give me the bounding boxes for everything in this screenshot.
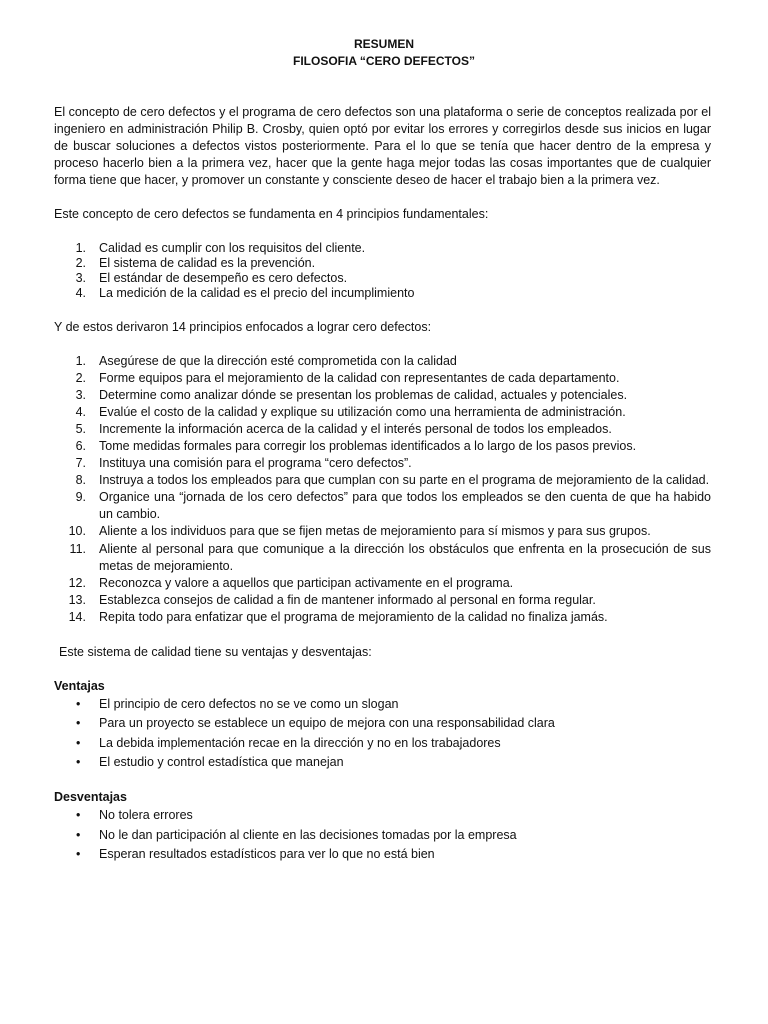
list-item-number: 9.	[75, 490, 86, 504]
bullet-icon: •	[76, 716, 81, 730]
disadvantages-heading: Desventajas	[54, 790, 127, 804]
list-item-text: Organice una “jornada de los cero defectos” para que todos los empleados se den cuenta de que ha habido	[99, 490, 711, 504]
list-item-number: 14.	[68, 610, 86, 624]
list-item-number: 1.	[75, 241, 86, 255]
list-item-number: 4.	[75, 405, 86, 419]
list-item-text: Reconozca y valore a aquellos que participan activamente en el programa.	[99, 576, 514, 590]
list-item-text: Repita todo para enfatizar que el programa de mejoramiento de la calidad no finaliza jamás.	[99, 610, 608, 624]
bullet-icon: •	[76, 808, 81, 822]
list-item-text: El estándar de desempeño es cero defectos.	[99, 271, 348, 285]
list-item-number: 8.	[75, 473, 86, 487]
intro-line: forma tiene que hacer, y promover un constante y consciente deseo de hacer el trabajo bien a la primera vez.	[54, 173, 660, 187]
list-item-number: 3.	[75, 388, 86, 402]
principles-intro: Este concepto de cero defectos se fundamenta en 4 principios fundamentales:	[54, 207, 489, 221]
list-item-number: 11.	[69, 542, 86, 556]
list-item-text: Calidad es cumplir con los requisitos del cliente.	[99, 241, 366, 255]
list-item-text: Instruya a todos los empleados para que cumplan con su parte en el programa de mejoramiento de la calidad.	[99, 473, 710, 487]
list-item-text: El principio de cero defectos no se ve como un slogan	[99, 697, 399, 711]
list-item-number: 7.	[75, 456, 86, 470]
list-item-text: Evalúe el costo de la calidad y explique su utilización como una herramienta de administración.	[99, 405, 626, 419]
list-item-text: Incremente la información acerca de la calidad y el interés personal de todos los empleados.	[99, 422, 612, 436]
list-item-text: metas de mejoramiento.	[99, 559, 234, 573]
system-intro: Este sistema de calidad tiene su ventajas y desventajas:	[59, 645, 372, 659]
list-item-number: 6.	[75, 439, 86, 453]
bullet-icon: •	[76, 736, 81, 750]
list-item-number: 1.	[75, 354, 86, 368]
intro-line: El concepto de cero defectos y el programa de cero defectos son una plataforma o serie de conceptos realizada por el	[54, 105, 711, 119]
list-item-number: 13.	[68, 593, 86, 607]
list-item-text: Establezca consejos de calidad a fin de mantener informado al personal en forma regular.	[99, 593, 596, 607]
list-item-number: 10.	[68, 524, 86, 538]
intro-line: ingeniero en administración Philip B. Crosby, quien optó por evitar los errores y corregirlos desde sus inicios en lugar	[54, 122, 711, 136]
list-item-number: 2.	[75, 256, 86, 270]
bullet-icon: •	[76, 828, 81, 842]
bullet-icon: •	[76, 697, 81, 711]
list-item-text: un cambio.	[99, 507, 161, 521]
bullet-icon: •	[76, 847, 81, 861]
list-item-number: 2.	[75, 371, 86, 385]
list-item-text: El estudio y control estadística que manejan	[99, 755, 344, 769]
list-item-text: Esperan resultados estadísticos para ver lo que no está bien	[99, 847, 435, 861]
intro-line: de buscar soluciones a defectos vistos posteriormente. Para el lo que se tenía que hacer dentro de la empresa y	[54, 139, 711, 153]
list-item-text: Instituya una comisión para el programa “cero defectos”.	[99, 456, 412, 470]
bullet-icon: •	[76, 755, 81, 769]
list-item-number: 3.	[75, 271, 86, 285]
list-item-text: No tolera errores	[99, 808, 193, 822]
list-item-text: Tome medidas formales para corregir los problemas identificados a lo largo de los pasos previos.	[99, 439, 637, 453]
list-item-text: Asegúrese de que la dirección esté comprometida con la calidad	[99, 354, 457, 368]
page-subtitle: FILOSOFIA “CERO DEFECTOS”	[292, 54, 475, 68]
list-item-text: El sistema de calidad es la prevención.	[99, 256, 316, 270]
list-item-text: Aliente a los individuos para que se fijen metas de mejoramiento para sí mismos y para sus grupos.	[99, 524, 651, 538]
list-item-text: La medición de la calidad es el precio del incumplimiento	[99, 286, 415, 300]
page-title: RESUMEN	[353, 37, 414, 51]
list-item-text: Forme equipos para el mejoramiento de la calidad con representantes de cada departamento.	[99, 371, 620, 385]
list-item-number: 5.	[75, 422, 86, 436]
list-item-text: Aliente al personal para que comunique a la dirección los obstáculos que enfrenta en la prosecución de sus	[99, 542, 711, 556]
advantages-heading: Ventajas	[54, 679, 105, 693]
list-item-text: No le dan participación al cliente en las decisiones tomadas por la empresa	[99, 828, 517, 842]
list-item-text: Para un proyecto se establece un equipo de mejora con una responsabilidad clara	[99, 716, 555, 730]
list-item-number: 4.	[75, 286, 86, 300]
steps-intro: Y de estos derivaron 14 principios enfocados a lograr cero defectos:	[54, 320, 432, 334]
list-item-number: 12.	[68, 576, 86, 590]
list-item-text: Determine como analizar dónde se presentan los problemas de calidad, actuales y potenciales.	[99, 388, 628, 402]
intro-line: proceso hacerlo bien a la primera vez, hacer que la gente haga mejor todas las cosas importantes que de cualquier	[54, 156, 711, 170]
list-item-text: La debida implementación recae en la dirección y no en los trabajadores	[99, 736, 501, 750]
